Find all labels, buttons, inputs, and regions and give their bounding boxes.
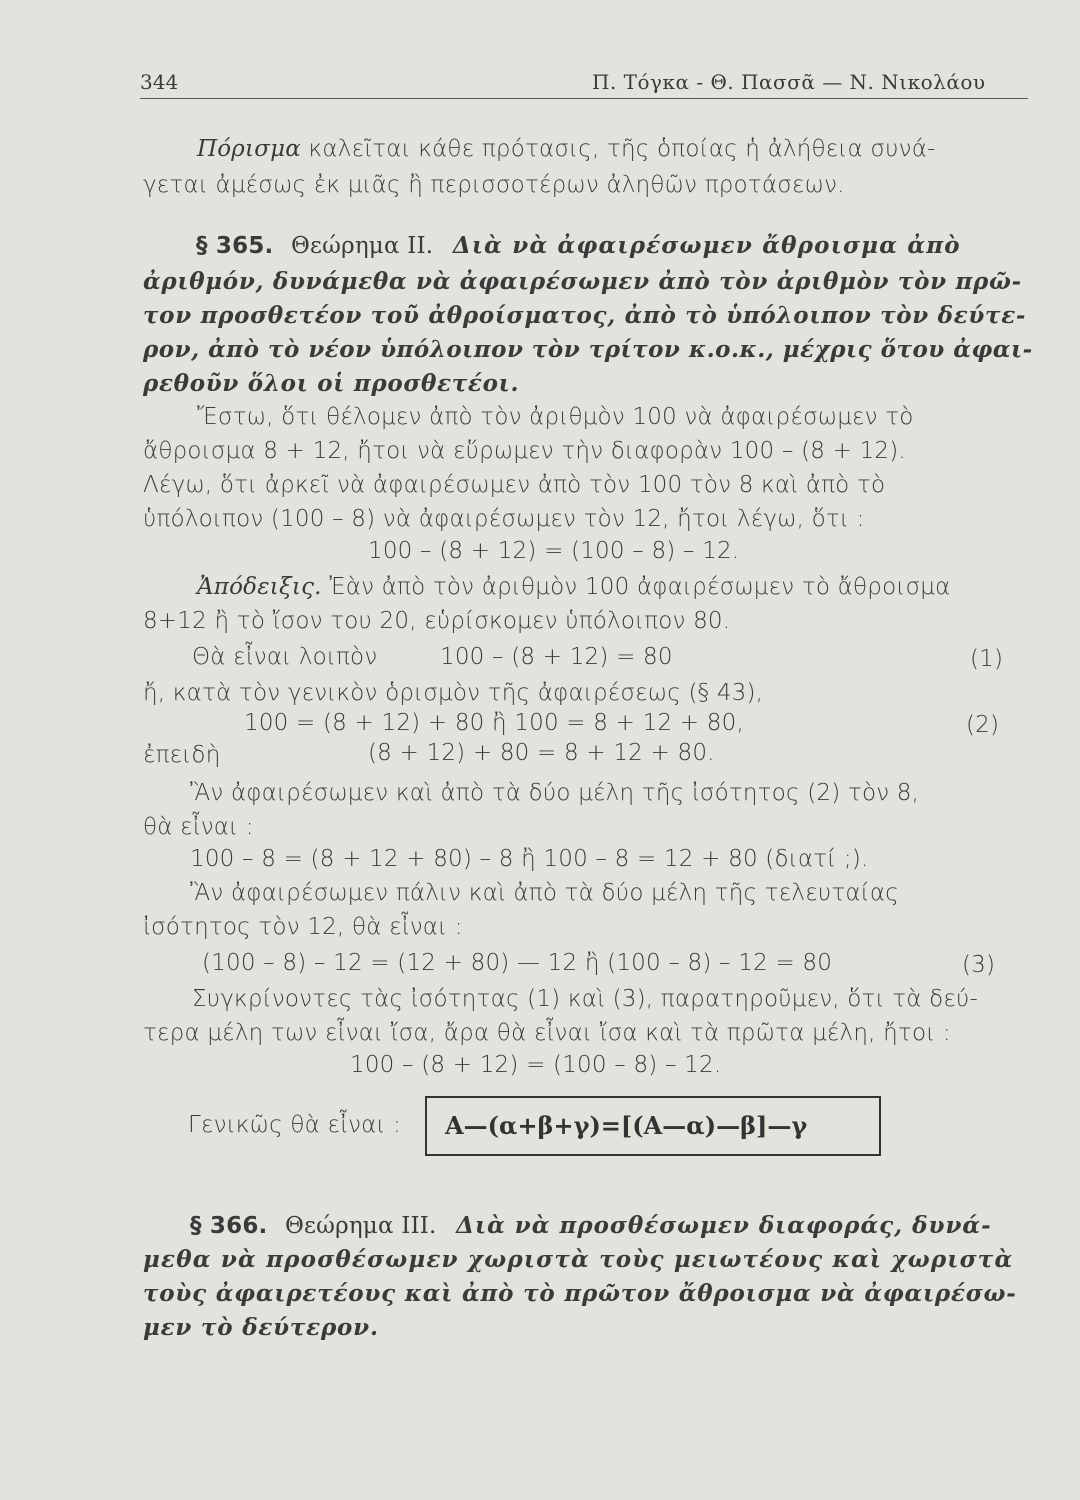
theorem-2-heading xyxy=(196,232,961,259)
paragraph-6-line-1: Ἂν ἀφαιρέσωμεν καὶ ἀπὸ τὰ δύο μέλη τῆς ἰσότητος (2) τὸν 8, xyxy=(190,780,920,806)
equation-2: 100 = (8 + 12) + 80 ἢ 100 = 8 + 12 + 80, xyxy=(244,710,744,736)
paragraph-8-line-2: τερα μέλη των εἶναι ἴσα, ἄρα θὰ εἶναι ἴσα καὶ τὰ πρῶτα μέλη, ἤτοι : xyxy=(143,1020,951,1046)
theorem-3-heading xyxy=(190,1212,992,1239)
theorem-3-statement-line-2: μεθα νὰ προσθέσωμεν χωριστὰ τοὺς μειωτέους καὶ χωριστὰ xyxy=(143,1246,1014,1273)
paragraph-5-lead: ἐπειδὴ xyxy=(143,742,221,768)
general-formula: Α—(α+β+γ)=[(Α—α)—β]—γ xyxy=(445,1111,808,1140)
equation-claim: 100 – (8 + 12) = (100 – 8) – 12. xyxy=(368,538,740,564)
paragraph-1-line-4: ὑπόλοιπον (100 – 8) νὰ ἀφαιρέσωμεν τὸν 12, ἤτοι λέγω, ὅτι : xyxy=(143,506,865,532)
proof-term: Ἀπόδειξις. xyxy=(197,574,322,600)
theorem-3-statement-line-4: μεν τὸ δεύτερον. xyxy=(143,1314,379,1341)
porisma-line-1-rest: καλεῖται κάθε πρότασις, τῆς ὁποίας ἡ ἀλήθεια συνά- xyxy=(308,136,936,162)
porisma-term: Πόρισμα xyxy=(197,136,302,162)
equation-1-tag: (1) xyxy=(970,646,1004,672)
equation-4: (100 – 8) – 12 = (12 + 80) — 12 ἢ (100 – 8) – 12 = 80 xyxy=(202,950,833,976)
theorem-3-title: Θεώρημα ΙΙΙ. xyxy=(284,1213,437,1239)
formula-box-bottom-rule xyxy=(427,1154,879,1156)
header-rule xyxy=(140,98,1028,99)
theorem-2-statement-line-4: ρον, ἀπὸ τὸ νέον ὑπόλοιπον τὸν τρίτον κ.ο.κ., μέχρις ὅτου ἀφαι- xyxy=(143,336,1033,363)
theorem-2-statement-line-2: ἀριθμόν, δυνάμεθα νὰ ἀφαιρέσωμεν ἀπὸ τὸν ἀριθμὸν τὸν πρῶ- xyxy=(143,268,1022,295)
general-formula-box xyxy=(425,1096,881,1156)
theorem-2-statement-line-3: τον προσθετέον τοῦ ἀθροίσματος, ἀπὸ τὸ ὑπόλοιπον τὸν δεύτε- xyxy=(143,302,1027,329)
theorem-3-statement-line-3: τοὺς ἀφαιρετέους καὶ ἀπὸ τὸ πρῶτον ἄθροισμα νὰ ἀφαιρέσω- xyxy=(143,1280,1017,1307)
equation-2b: (8 + 12) + 80 = 8 + 12 + 80. xyxy=(368,740,715,766)
porisma-line-1 xyxy=(197,136,936,162)
theorem-3-statement-line-1: Διὰ νὰ προσθέσωμεν διαφοράς, δυνά- xyxy=(456,1212,992,1239)
proof-line-2: 8+12 ἢ τὸ ἴσον του 20, εὑρίσκομεν ὑπόλοιπον 80. xyxy=(143,608,731,634)
formula-box-top-rule xyxy=(427,1096,879,1098)
theorem-2-statement-line-5: ρεθοῦν ὅλοι οἱ προσθετέοι. xyxy=(143,370,520,397)
paragraph-7-line-1: Ἂν ἀφαιρέσωμεν πάλιν καὶ ἀπὸ τὰ δύο μέλη τῆς τελευταίας xyxy=(190,880,899,906)
proof-line-1-rest: Ἐὰν ἀπὸ τὸν ἀριθμὸν 100 ἀφαιρέσωμεν τὸ ἄθροισμα xyxy=(329,574,951,600)
paragraph-1-line-2: ἄθροισμα 8 + 12, ἤτοι νὰ εὕρωμεν τὴν διαφορὰν 100 – (8 + 12). xyxy=(143,438,906,464)
equation-3: 100 – 8 = (8 + 12 + 80) – 8 ἢ 100 – 8 = 12 + 80 (διατί ;). xyxy=(190,846,869,872)
paragraph-8-line-1: Συγκρίνοντες τὰς ἰσότητας (1) καὶ (3), παρατηροῦμεν, ὅτι τὰ δεύ- xyxy=(192,986,979,1012)
section-366: § 366. xyxy=(190,1213,268,1239)
general-lead: Γενικῶς θὰ εἶναι : xyxy=(188,1112,402,1138)
equation-1: 100 – (8 + 12) = 80 xyxy=(440,644,673,670)
theorem-2-title: Θεώρημα ΙΙ. xyxy=(290,233,434,259)
paragraph-7-line-2: ἰσότητος τὸν 12, θὰ εἶναι : xyxy=(143,914,463,940)
equation-4-tag: (3) xyxy=(962,952,996,978)
paragraph-3-lead: Θὰ εἶναι λοιπὸν xyxy=(192,644,378,670)
paragraph-4: ἤ, κατὰ τὸν γενικὸν ὁρισμὸν τῆς ἀφαιρέσεως (§ 43), xyxy=(143,680,764,706)
theorem-2-statement-line-1: Διὰ νὰ ἀφαιρέσωμεν ἄθροισμα ἀπὸ xyxy=(452,232,961,259)
equation-5: 100 – (8 + 12) = (100 – 8) – 12. xyxy=(350,1052,722,1078)
porisma-line-2: γεται ἀμέσως ἐκ μιᾶς ἢ περισσοτέρων ἀληθῶν προτάσεων. xyxy=(143,172,845,198)
running-header-authors: Π. Τόγκα - Θ. Πασσᾶ — Ν. Νικολάου xyxy=(592,70,986,94)
proof-line-1 xyxy=(197,574,950,600)
page-number: 344 xyxy=(140,70,179,94)
paragraph-6-line-2: θὰ εἶναι : xyxy=(143,814,254,840)
paragraph-1-line-3: Λέγω, ὅτι ἀρκεῖ νὰ ἀφαιρέσωμεν ἀπὸ τὸν 100 τὸν 8 καὶ ἀπὸ τὸ xyxy=(143,472,886,498)
section-365: § 365. xyxy=(196,233,274,259)
paragraph-1-line-1: Ἔστω, ὅτι θέλομεν ἀπὸ τὸν ἀριθμὸν 100 νὰ ἀφαιρέσωμεν τὸ xyxy=(197,404,914,430)
equation-2-tag: (2) xyxy=(966,712,1000,738)
